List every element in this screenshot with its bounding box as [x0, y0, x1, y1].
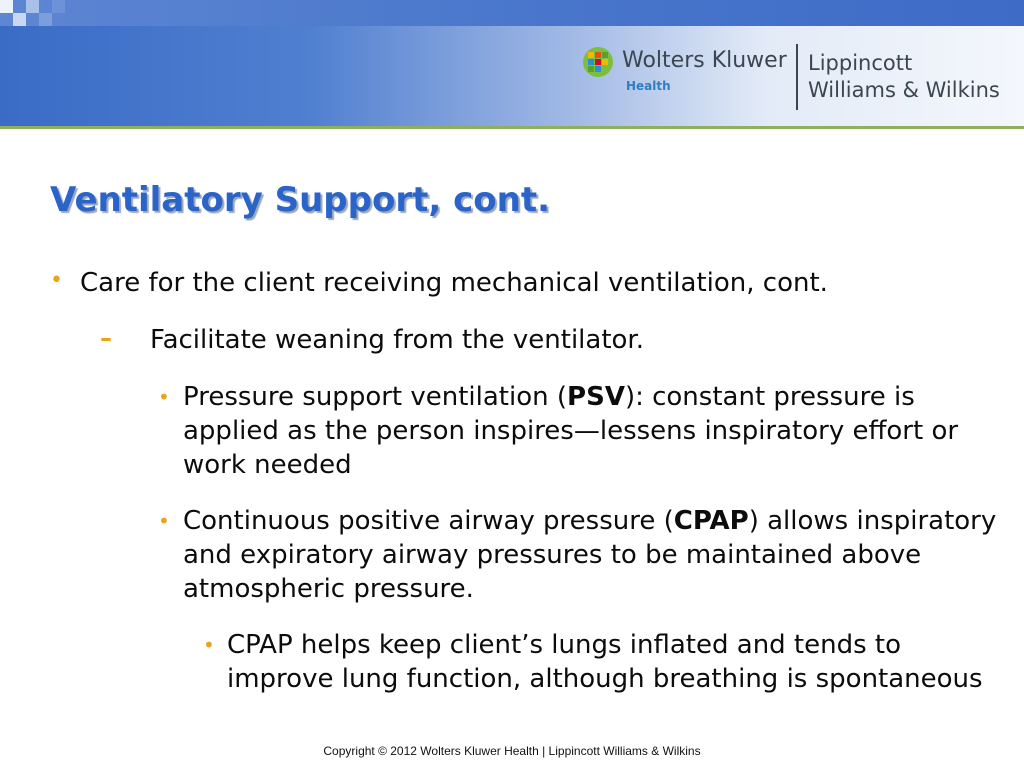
psv-abbreviation: PSV: [567, 382, 625, 412]
banner-square: [13, 13, 26, 26]
banner-top-bar: [0, 0, 1024, 26]
dash-marker: –: [100, 324, 112, 352]
cpap-text-before: Continuous positive airway pressure (: [183, 506, 674, 536]
logo-imprint-line1: Lippincott: [808, 51, 913, 75]
psv-text-after: ): constant pressure is applied as the person inspires—lessens inspiratory effort or work needed: [183, 382, 959, 480]
bullet-cpap: [183, 504, 1003, 606]
banner-divider-line: [0, 126, 1024, 129]
wolters-kluwer-logo: [582, 44, 1022, 114]
bullet-marker: •: [158, 509, 170, 533]
header-banner: [0, 0, 1024, 126]
wolters-kluwer-globe-icon: [582, 46, 614, 78]
slide-title: Ventilatory Support, cont.: [50, 180, 550, 220]
copyright-footer: Copyright © 2012 Wolters Kluwer Health | Lippincott Williams & Wilkins: [323, 744, 701, 758]
cpap-abbreviation: CPAP: [673, 506, 749, 536]
logo-divider: [796, 44, 798, 110]
bullet-psv: [183, 380, 1003, 482]
banner-square: [0, 0, 13, 13]
logo-imprint: [808, 50, 1000, 104]
logo-division: Health: [626, 79, 671, 93]
banner-square: [39, 13, 52, 26]
bullet-marker: •: [203, 633, 215, 657]
logo-company-name: Wolters Kluwer: [622, 48, 787, 73]
cpap-text-after: ) allows inspiratory and expiratory airway pressures to be maintained above atmospheric pressure.: [183, 506, 997, 604]
logo-imprint-line2: Williams & Wilkins: [808, 78, 1000, 102]
banner-square: [52, 0, 65, 13]
bullet-marker: •: [158, 385, 170, 409]
bullet-cpap-detail: CPAP helps keep client’s lungs inflated and tends to improve lung function, although breathing is spontaneous: [227, 630, 983, 694]
banner-square: [26, 0, 39, 13]
bullet-level2: Facilitate weaning from the ventilator.: [150, 325, 644, 355]
bullet-marker: •: [50, 268, 63, 293]
bullet-level1: Care for the client receiving mechanical ventilation, cont.: [80, 268, 828, 298]
psv-text-before: Pressure support ventilation (: [183, 382, 568, 412]
